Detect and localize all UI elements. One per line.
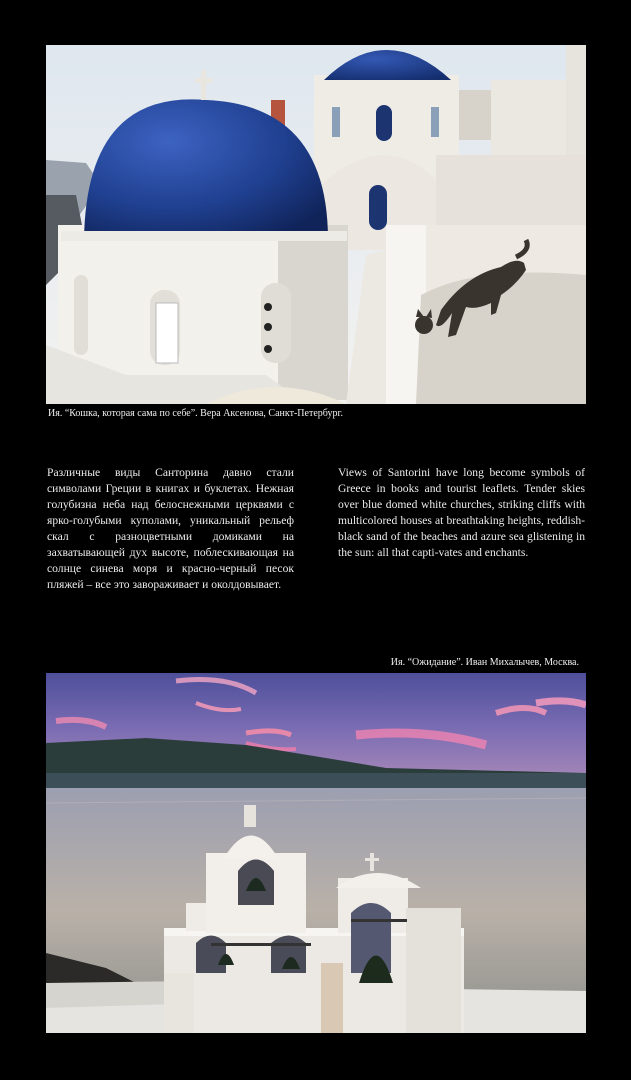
- top-photo: [46, 45, 586, 404]
- english-text: Views of Santorini have long become symbols of Greece in books and tourist leaflets. Tender skies over blue domed white churches, striking cliffs with multicolored houses at breathtaking heights, reddish-black sand of the beaches and azure sea glistening in the sun: all that capti-vates and enchants.: [338, 466, 585, 559]
- russian-text: Различные виды Санторина давно стали символами Греции в книгах и буклетах. Нежная голубизна неба над белоснежными церквями с ярко-голубыми куполами, уникальный рельеф скал с разноцветными домиками на захватывающей дух высоте, поблескивающая на солнце синева моря и красно-черный песок пляжей – все это завораживает и околдовывает.: [47, 466, 294, 591]
- bottom-photo-caption: Ия. “Ожидание”. Иван Михалычев, Москва.: [390, 657, 579, 668]
- top-photo-caption: Ия. “Кошка, которая сама по себе”. Вера Аксенова, Санкт-Петербург.: [48, 408, 343, 419]
- bell-tower-photo: [46, 673, 586, 1033]
- bottom-photo: [46, 673, 586, 1033]
- church-cat-photo: [46, 45, 586, 404]
